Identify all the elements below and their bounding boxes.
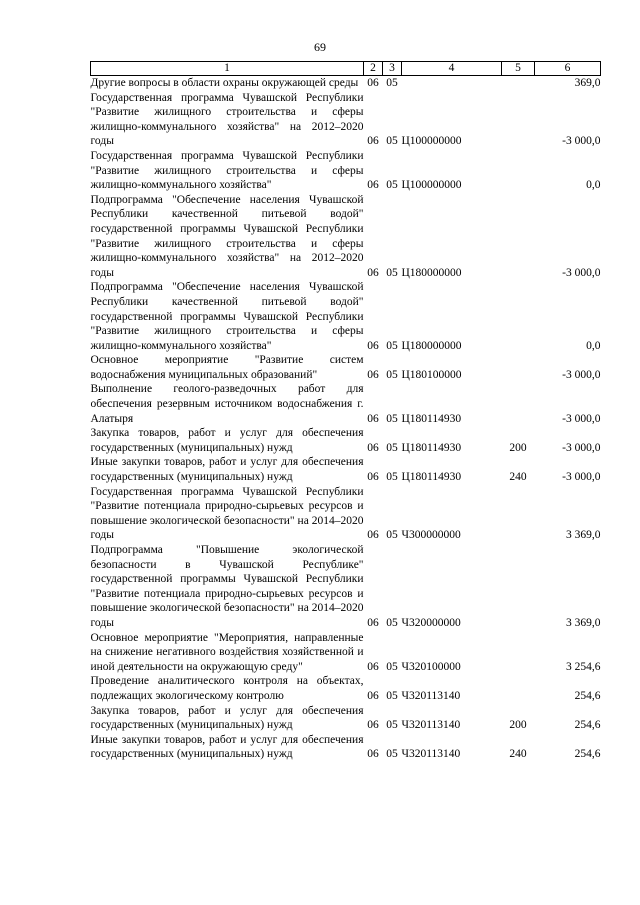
row-subsection: 05: [386, 441, 398, 454]
row-target-code: Ц180114930: [401, 412, 462, 425]
table-header-row: [91, 62, 601, 76]
row-subsection: 05: [386, 471, 398, 484]
row-target-code: Ц180114930: [401, 441, 462, 454]
row-expense-type: [502, 674, 535, 703]
row-subsection: 05: [386, 179, 398, 192]
row-expense-type: [502, 631, 535, 675]
row-target-code: Ч320100000: [401, 660, 461, 673]
row-section: 06: [367, 748, 379, 761]
table-row: [91, 455, 601, 484]
row-section: 06: [367, 412, 379, 425]
row-name: Подпрограмма "Обеспечение населения Чувашской Республики качественной питьевой водой" государственной программы Чувашской Республики "Развитие жилищного строительства и сферы жилищно-коммунального хозяйства" на 2012–2020 годы: [90, 193, 364, 279]
row-section: 06: [367, 471, 379, 484]
row-section: 06: [367, 266, 379, 279]
row-subsection: 05: [386, 412, 398, 425]
row-expense-type: 200: [509, 441, 527, 454]
header-col-1: 1: [91, 62, 364, 76]
header-col-4: 4: [402, 62, 502, 76]
row-target-code: Ц180000000: [401, 339, 462, 352]
table-row: [91, 193, 601, 281]
row-name: Закупка товаров, работ и услуг для обеспечения государственных (муниципальных) нужд: [90, 427, 364, 454]
row-amount: 3 254,6: [566, 660, 601, 673]
row-section: 06: [367, 719, 379, 732]
row-target-code: Ц180000000: [401, 266, 462, 279]
table-row: [91, 485, 601, 543]
row-amount: 3 369,0: [566, 529, 601, 542]
row-amount: -3 000,0: [562, 266, 601, 279]
row-name: Закупка товаров, работ и услуг для обеспечения государственных (муниципальных) нужд: [90, 704, 364, 732]
table-row: [91, 280, 601, 353]
row-expense-type: 240: [509, 748, 527, 761]
row-name: Другие вопросы в области охраны окружающей среды: [90, 77, 359, 89]
table-row: [91, 382, 601, 426]
row-subsection: 05: [386, 529, 398, 542]
row-expense-type: [502, 485, 535, 543]
row-amount: -3 000,0: [562, 471, 601, 484]
row-amount: 0,0: [586, 179, 601, 192]
row-expense-type: [502, 193, 535, 281]
row-target-code: Ч320000000: [401, 616, 461, 629]
row-name: Основное мероприятие "Развитие систем водоснабжения муниципальных образований": [90, 354, 364, 381]
row-target-code: Ч300000000: [401, 529, 461, 542]
row-expense-type: 200: [509, 719, 527, 732]
row-name: Государственная программа Чувашской Республики "Развитие жилищного строительства и сферы жилищно-коммунального хозяйства": [90, 149, 364, 192]
row-subsection: 05: [386, 660, 398, 673]
row-section: 06: [367, 441, 379, 454]
row-section: 06: [367, 368, 379, 381]
table-row: [91, 631, 601, 675]
row-target-code: Ц180100000: [401, 368, 462, 381]
row-amount: 369,0: [574, 77, 601, 89]
row-expense-type: 240: [509, 471, 527, 484]
row-name: Государственная программа Чувашской Республики "Развитие жилищного строительства и сферы жилищно-коммунального хозяйства" на 2012–2020 годы: [90, 91, 364, 148]
row-name: Иные закупки товаров, работ и услуг для обеспечения государственных (муниципальных) нужд: [90, 733, 364, 761]
row-name: Проведение аналитического контроля на объектах, подлежащих экологическому контролю: [90, 675, 364, 702]
row-section: 06: [367, 135, 379, 148]
row-name: Основное мероприятие "Мероприятия, направленные на снижение негативного воздействия хозяйственной и иной деятельности на окружающую среду": [90, 631, 364, 673]
header-col-3: 3: [383, 62, 402, 76]
row-section: 06: [367, 616, 379, 629]
header-col-5: 5: [502, 62, 535, 76]
row-name: Иные закупки товаров, работ и услуг для обеспечения государственных (муниципальных) нужд: [90, 456, 364, 484]
row-name: Выполнение геолого-разведочных работ для обеспечения резервным источником водоснабжения г. Алатыря: [90, 383, 364, 425]
row-name: Подпрограмма "Обеспечение населения Чувашской Республики качественной питьевой водой" государственной программы Чувашской Республики "Развитие жилищного строительства и сферы жилищно-коммунального хозяйства": [90, 281, 364, 352]
table-row: [91, 426, 601, 455]
table-row: [91, 733, 601, 762]
row-amount: 0,0: [586, 339, 601, 352]
row-expense-type: [502, 543, 535, 631]
row-target-code: [402, 76, 502, 91]
table-row: [91, 149, 601, 193]
row-amount: 254,6: [574, 748, 601, 761]
row-expense-type: [502, 76, 535, 91]
table-row: [91, 543, 601, 631]
row-expense-type: [502, 149, 535, 193]
row-name: Подпрограмма "Повышение экологической безопасности в Чувашской Республике" государственной программы Чувашской Республики "Развитие потенциала природно-сырьевых ресурсов и повышение экологической безопасности" на 2014–2020 годы: [90, 544, 364, 629]
row-amount: 254,6: [574, 719, 601, 732]
row-amount: -3 000,0: [562, 368, 601, 381]
row-section: 06: [367, 339, 379, 352]
row-section: 06: [367, 77, 379, 89]
header-col-6: 6: [535, 62, 601, 76]
row-subsection: 05: [386, 748, 398, 761]
row-expense-type: [502, 353, 535, 382]
table-row: [91, 91, 601, 149]
row-subsection: 05: [386, 135, 398, 148]
row-target-code: Ц100000000: [401, 179, 462, 192]
row-target-code: Ц100000000: [401, 135, 462, 148]
row-subsection: 05: [386, 689, 398, 702]
row-amount: -3 000,0: [562, 135, 601, 148]
row-subsection: 05: [386, 616, 398, 629]
table-row: [91, 76, 601, 91]
table-row: [91, 704, 601, 733]
table-row: [91, 353, 601, 382]
row-subsection: 05: [386, 719, 398, 732]
row-expense-type: [502, 382, 535, 426]
header-col-2: 2: [364, 62, 383, 76]
row-subsection: 05: [386, 339, 398, 352]
row-section: 06: [367, 660, 379, 673]
page-number: 69: [314, 40, 326, 54]
table-row: [91, 674, 601, 703]
row-subsection: 05: [386, 266, 398, 279]
row-amount: -3 000,0: [562, 412, 601, 425]
row-amount: -3 000,0: [562, 441, 601, 454]
row-section: 06: [367, 529, 379, 542]
row-amount: 254,6: [574, 689, 601, 702]
row-target-code: Ц180114930: [401, 471, 462, 484]
row-section: 06: [367, 179, 379, 192]
row-target-code: Ч320113140: [401, 689, 461, 702]
row-subsection: 05: [386, 77, 398, 89]
row-target-code: Ч320113140: [401, 748, 461, 761]
row-expense-type: [502, 280, 535, 353]
budget-table: [90, 61, 601, 762]
row-subsection: 05: [386, 368, 398, 381]
row-target-code: Ч320113140: [401, 719, 461, 732]
row-name: Государственная программа Чувашской Республики "Развитие потенциала природно-сырьевых ресурсов и повышение экологической безопасности" на 2014–2020 годы: [90, 485, 364, 542]
row-section: 06: [367, 689, 379, 702]
row-expense-type: [502, 91, 535, 149]
row-amount: 3 369,0: [566, 616, 601, 629]
